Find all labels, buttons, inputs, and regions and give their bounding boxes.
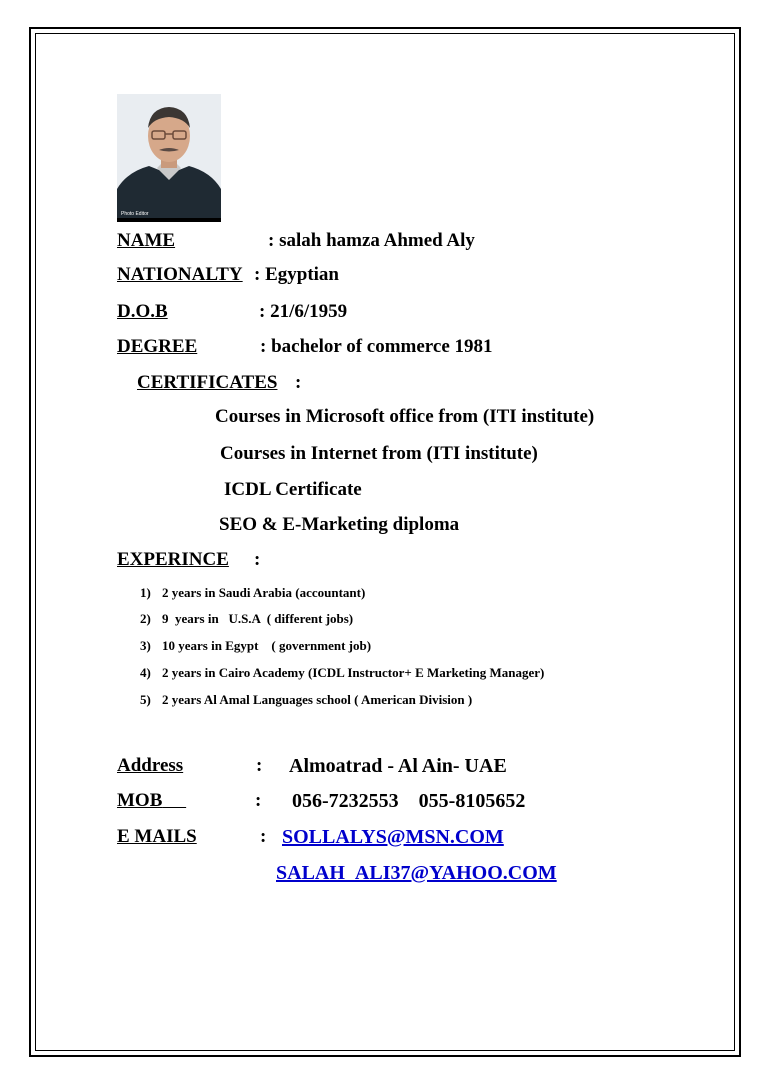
mob-colon: : xyxy=(255,790,262,811)
dob-value: : 21/6/1959 xyxy=(259,301,348,322)
experience-heading: EXPERINCE xyxy=(117,549,229,570)
certificates-heading: CERTIFICATES xyxy=(137,372,278,393)
name-label: NAME xyxy=(117,230,176,251)
address-label: Address xyxy=(117,755,184,776)
experience-item: 2 years in Cairo Academy (ICDL Instructor+ E Marketing Manager) xyxy=(162,665,545,680)
email-link-yahoo[interactable]: SALAH_ALI37@YAHOO.COM xyxy=(276,862,557,884)
degree-value: : bachelor of commerce 1981 xyxy=(260,336,493,357)
photo-underline xyxy=(117,218,221,222)
profile-photo xyxy=(117,94,221,219)
experience-number: 5) xyxy=(140,692,151,707)
nationality-label: NATIONALTY xyxy=(117,264,243,285)
experience-item: 10 years in Egypt ( government job) xyxy=(162,638,372,653)
address-colon: : xyxy=(256,755,263,776)
certificate-item: Courses in Microsoft office from (ITI institute) xyxy=(215,406,595,427)
certificate-item: ICDL Certificate xyxy=(224,479,362,500)
experience-colon: : xyxy=(254,549,261,570)
experience-number: 3) xyxy=(140,638,151,653)
dob-label: D.O.B xyxy=(117,301,168,322)
experience-item: 9 years in U.S.A ( different jobs) xyxy=(162,611,354,626)
name-value: : salah hamza Ahmed Aly xyxy=(268,230,475,251)
experience-number: 2) xyxy=(140,611,151,626)
experience-number: 4) xyxy=(140,665,151,680)
certificate-item: SEO & E-Marketing diploma xyxy=(219,514,460,535)
emails-colon: : xyxy=(260,826,267,847)
emails-label: E MAILS xyxy=(117,826,197,847)
experience-item: 2 years in Saudi Arabia (accountant) xyxy=(162,585,366,600)
nationality-value: : Egyptian xyxy=(254,264,339,285)
address-value: Almoatrad - Al Ain- UAE xyxy=(289,755,507,777)
mob-label: MOB xyxy=(117,790,163,811)
email-link-msn[interactable]: SOLLALYS@MSN.COM xyxy=(282,826,504,848)
experience-item: 2 years Al Amal Languages school ( American Division ) xyxy=(162,692,473,707)
photo-caption: Photo Editor xyxy=(121,211,149,217)
certificates-colon: : xyxy=(295,372,302,393)
certificate-item: Courses in Internet from (ITI institute) xyxy=(220,443,538,464)
degree-label: DEGREE xyxy=(117,336,198,357)
mob-value: 056-7232553 055-8105652 xyxy=(292,790,526,812)
experience-number: 1) xyxy=(140,585,151,600)
